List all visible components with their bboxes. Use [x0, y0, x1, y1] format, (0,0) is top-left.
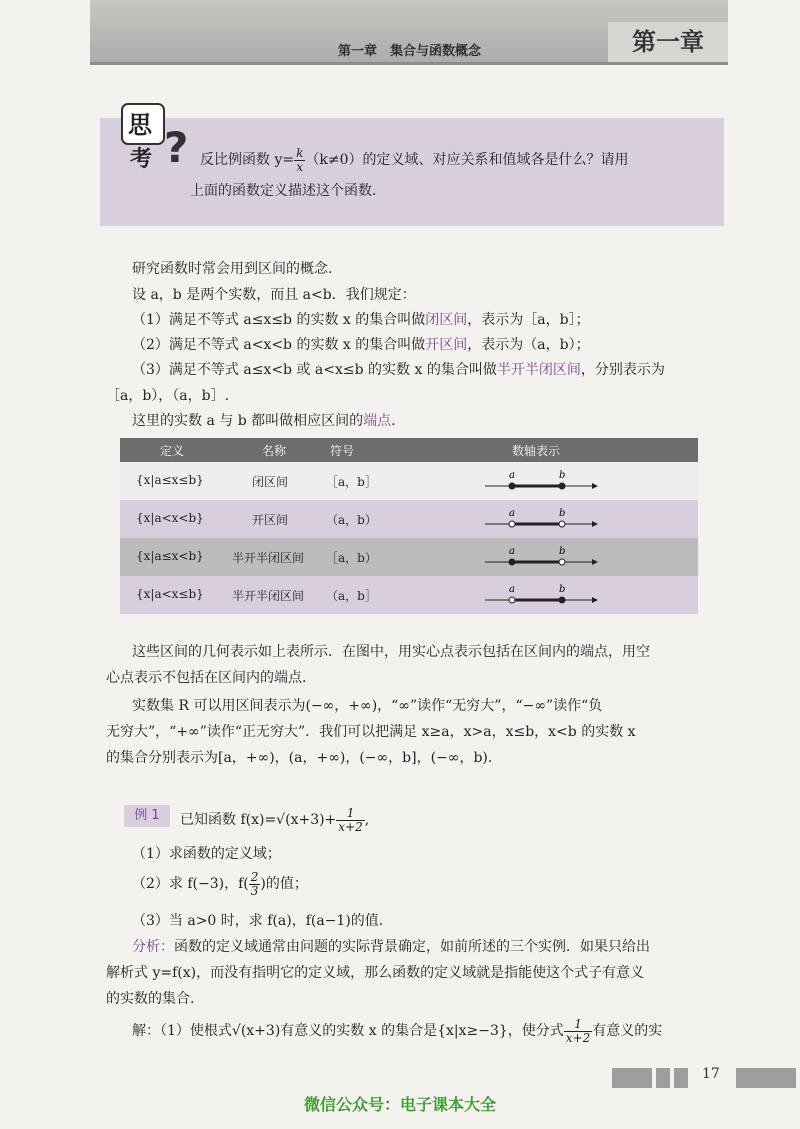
cell-name: 闭区间 [252, 475, 289, 489]
text: 有意义的实 [592, 1023, 663, 1040]
paragraph-open-interval [132, 334, 590, 354]
cell-symbol: （a，b） [326, 513, 377, 527]
label-b: b [559, 508, 566, 519]
text: ，表示为（a，b）； [467, 337, 590, 353]
table-row [120, 462, 698, 500]
example-analysis-1 [132, 936, 650, 956]
paragraph-geometric-1: 这些区间的几何表示如上表所示．在图中，用实心点表示包括在区间内的端点，用空 [132, 644, 650, 660]
think-question-line1 [200, 147, 629, 173]
term-half-open-interval: 半开半闭区间 [496, 362, 581, 378]
header-definition: 定义 [160, 444, 185, 458]
text: （2）满足不等式 a<x<b 的实数 x 的集合叫做 [132, 337, 426, 353]
number-line-closed [480, 466, 600, 496]
think-line1-suffix: （k≠0）的定义域、对应关系和值域各是什么？请用 [305, 152, 629, 169]
interval-table [120, 438, 698, 616]
fraction-denominator: x+2 [338, 819, 363, 834]
cell-definition: {x|a<x<b} [136, 511, 204, 525]
chapter-tab: 第一章 [608, 22, 728, 62]
think-badge-char2: 考 [130, 146, 153, 172]
header-title: 第一章 集合与函数概念 [338, 44, 482, 59]
fraction-denominator: 3 [250, 883, 259, 898]
cell-name: 半开半闭区间 [232, 589, 305, 603]
cell-symbol: ［a，b］ [326, 475, 377, 489]
label-a: a [509, 546, 515, 557]
think-badge-char1: 思 [128, 110, 152, 139]
fraction-numerator: k [296, 146, 304, 160]
example-label: 例 1 [124, 805, 170, 827]
term-open-interval: 开区间 [425, 337, 468, 353]
number-line-half-open-left [480, 580, 600, 610]
page-number: 17 [702, 1066, 720, 1082]
paragraph-half-open-notation: ［a，b），（a，b］. [106, 388, 230, 404]
label-a: a [509, 470, 515, 481]
think-question-line2: 上面的函数定义描述这个函数. [190, 183, 377, 199]
text: . [391, 413, 396, 429]
paragraph-half-open-interval [132, 359, 665, 379]
table-header [120, 438, 698, 462]
paragraph-infinity-1: 实数集 R 可以用区间表示为(−∞，+∞)，“∞”读作“无穷大”，“−∞”读作“负 [132, 698, 603, 714]
example-intro [180, 807, 369, 833]
fraction-denominator: x+2 [565, 1030, 591, 1045]
paragraph-infinity-2: 无穷大”，“+∞”读作“正无穷大”．我们可以把满足 x≥a，x>a，x≤b，x<b 的实数 x [106, 724, 636, 740]
fraction [249, 871, 261, 897]
table-row [120, 576, 698, 614]
endpoint-a [509, 521, 515, 527]
paragraph-closed-interval [132, 309, 590, 329]
text: 解：（1）使根式√(x+3)有意义的实数 x 的集合是{x|x≥−3}，使分式 [132, 1023, 564, 1040]
text: , [364, 812, 370, 829]
label-b: b [559, 470, 566, 481]
example-analysis-2: 解析式 y=f(x)，而没有指明它的定义域，那么函数的定义域就是指能使这个式子有意义 [106, 965, 645, 981]
endpoint-a [509, 483, 515, 489]
text: （1）满足不等式 a≤x≤b 的实数 x 的集合叫做 [132, 312, 426, 328]
endpoint-b [559, 521, 565, 527]
endpoint-b [559, 483, 565, 489]
table-row [120, 500, 698, 538]
term-closed-interval: 闭区间 [425, 312, 468, 328]
fraction [336, 807, 364, 833]
text: （2）求 f(−3)，f( [132, 876, 249, 893]
wechat-watermark: 微信公众号：电子课本大全 [303, 1095, 496, 1114]
footer-decoration [674, 1068, 688, 1088]
think-badge-icon [118, 100, 196, 176]
footer-decoration [656, 1068, 670, 1088]
example-solution [132, 1018, 662, 1044]
label-b: b [559, 584, 566, 595]
paragraph-geometric-2: 心点表示不包括在区间内的端点. [106, 670, 307, 686]
footer-decoration [736, 1068, 796, 1088]
text: ，分别表示为 [580, 362, 665, 378]
example-question-1: （1）求函数的定义域； [132, 846, 281, 862]
paragraph-intro: 研究函数时常会用到区间的概念. [132, 261, 333, 277]
cell-definition: {x|a<x≤b} [136, 587, 204, 601]
endpoint-a [509, 559, 515, 565]
text: 这里的实数 a 与 b 都叫做相应区间的 [132, 413, 364, 429]
endpoint-b [559, 559, 565, 565]
cell-symbol: （a，b］ [326, 589, 377, 603]
analysis-label: 分析： [132, 939, 174, 955]
cell-symbol: ［a，b） [326, 551, 377, 565]
label-a: a [509, 584, 515, 595]
cell-name: 半开半闭区间 [232, 551, 305, 565]
header-symbol: 符号 [330, 444, 355, 458]
example-question-3: （3）当 a>0 时，求 f(a)，f(a−1)的值. [132, 913, 384, 929]
text: （3）满足不等式 a≤x<b 或 a<x≤b 的实数 x 的集合叫做 [132, 362, 497, 378]
header-number-line: 数轴表示 [512, 444, 561, 458]
endpoint-b [559, 597, 565, 603]
cell-definition: {x|a≤x<b} [136, 549, 204, 563]
think-line1-prefix: 反比例函数 y= [200, 152, 295, 169]
question-mark-icon: ? [164, 123, 189, 172]
footer-decoration [612, 1068, 652, 1088]
paragraph-endpoint [132, 410, 396, 430]
fraction [564, 1018, 592, 1044]
text: ，表示为［a，b］； [467, 312, 590, 328]
example-analysis-3: 的实数的集合. [106, 991, 195, 1007]
text: 已知函数 f(x)=√(x+3)+ [180, 812, 337, 829]
number-line-open [480, 504, 600, 534]
chapter-header [90, 0, 728, 65]
cell-definition: {x|a≤x≤b} [136, 473, 204, 487]
table-row [120, 538, 698, 576]
paragraph-infinity-3: 的集合分别表示为[a，+∞)，(a，+∞)，(−∞，b]，(−∞，b). [106, 750, 493, 766]
fraction-numerator: 2 [250, 870, 259, 884]
label-a: a [509, 508, 515, 519]
header-name: 名称 [262, 444, 287, 458]
fraction-numerator: 1 [336, 807, 364, 821]
paragraph-define-ab: 设 a，b 是两个实数，而且 a<b．我们规定： [132, 287, 416, 303]
text: )的值； [260, 876, 308, 893]
fraction-numerator: 1 [564, 1018, 592, 1032]
label-b: b [559, 546, 566, 557]
fraction-denominator: x [296, 159, 304, 174]
cell-name: 开区间 [252, 513, 289, 527]
example-question-2 [132, 871, 308, 897]
endpoint-a [509, 597, 515, 603]
number-line-half-open-right [480, 542, 600, 572]
fraction-k-over-x [294, 147, 305, 173]
text: 函数的定义域通常由问题的实际背景确定，如前所述的三个实例．如果只给出 [174, 939, 650, 955]
term-endpoint: 端点 [363, 413, 392, 429]
